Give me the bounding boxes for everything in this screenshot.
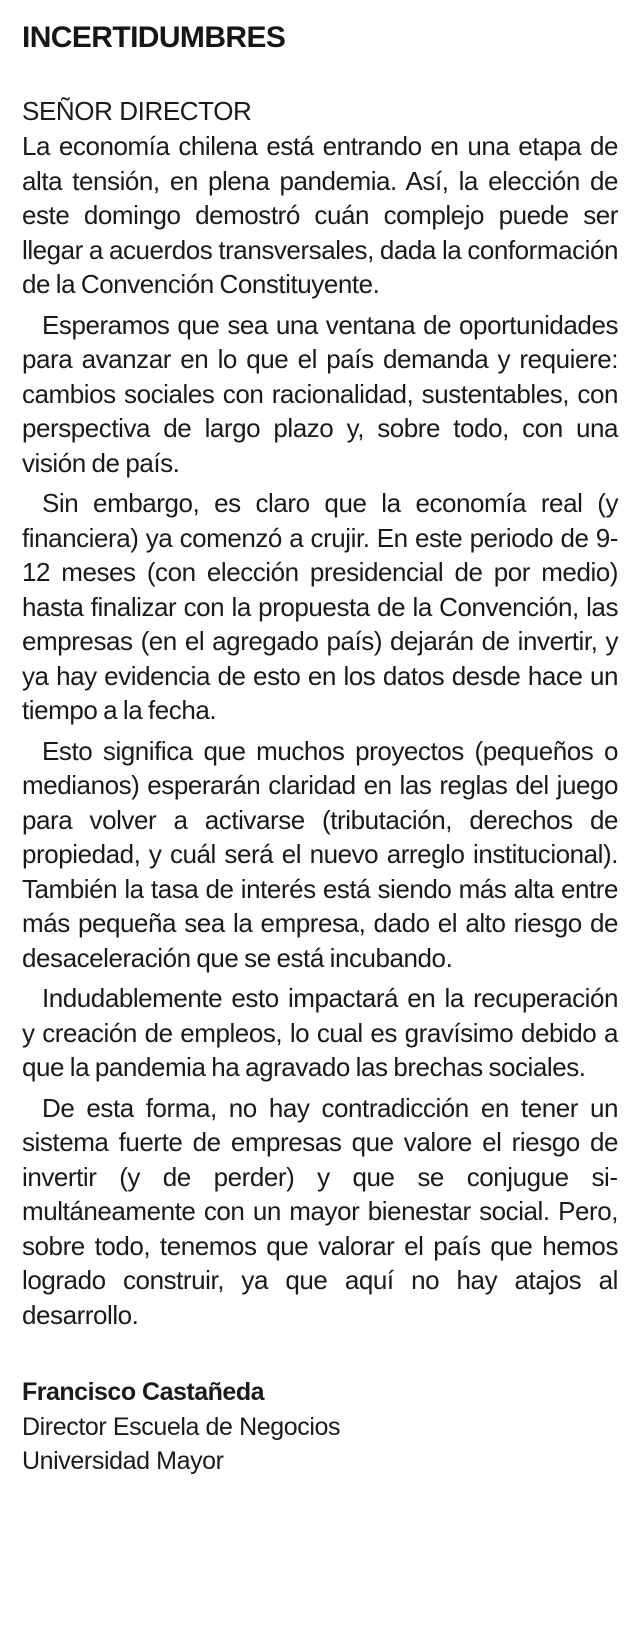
salutation: SEÑOR DIRECTOR [22, 96, 252, 126]
signature-block [22, 1374, 618, 1478]
headline: INCERTIDUMBRES [22, 21, 286, 54]
author-institution: Universidad Mayor [22, 1447, 224, 1475]
paragraph: La economía chilena está entrando en una etapa de alta tensión, en plena pandemia. Así, la elección de este domingo demostró cuán complejo puede ser llegar a acuerdos transversales, dada la conformación de la Convención Constituyente. [22, 131, 618, 299]
paragraph: Esperamos que sea una ventana de oportunidades para avanzar en lo que el país demanda y requiere: cambios sociales con racionalidad, sustentables, con perspectiva de largo plazo y, sobre todo, con una visión de país. [22, 309, 618, 478]
author-name: Francisco Castañeda [22, 1378, 264, 1406]
paragraph: Indudablemente esto impactará en la recuperación y creación de empleos, lo cual es gravísimo debido a que la pandemia ha agravado las brechas sociales. [22, 983, 618, 1082]
paragraph: Sin embargo, es claro que la economía real (y financiera) ya comenzó a crujir. En este periodo de 9-12 meses (con elección presidencial de por medio) hasta finalizar con la propuesta de la Convención, las empresas (en el agregado país) dejarán de invertir, y ya hay evidencia de esto en los datos desde hace un tiempo a la fecha. [22, 488, 618, 725]
letter-to-editor [22, 18, 618, 1478]
paragraph: Esto significa que muchos proyectos (pequeños o medianos) esperarán claridad en las reglas del juego para volver a activarse (tributación, derechos de propiedad, y cuál será el nuevo arreglo institucional). También la tasa de interés está siendo más alta entre más pequeña sea la empresa, dado el alto riesgo de desaceleración que se está incubando. [22, 735, 618, 973]
paragraph: De esta forma, no hay contradicción en tener un sistema fuerte de empresas que valore el riesgo de invertir (y de perder) y que se conjugue simultáneamente con un mayor bienestar social. Pero, sobre todo, tenemos que valorar el país que hemos logrado construir, ya que aquí no hay atajos al desarrollo. [22, 1092, 618, 1330]
letter-body [22, 129, 618, 1332]
author-position: Director Escuela de Negocios [22, 1413, 341, 1441]
